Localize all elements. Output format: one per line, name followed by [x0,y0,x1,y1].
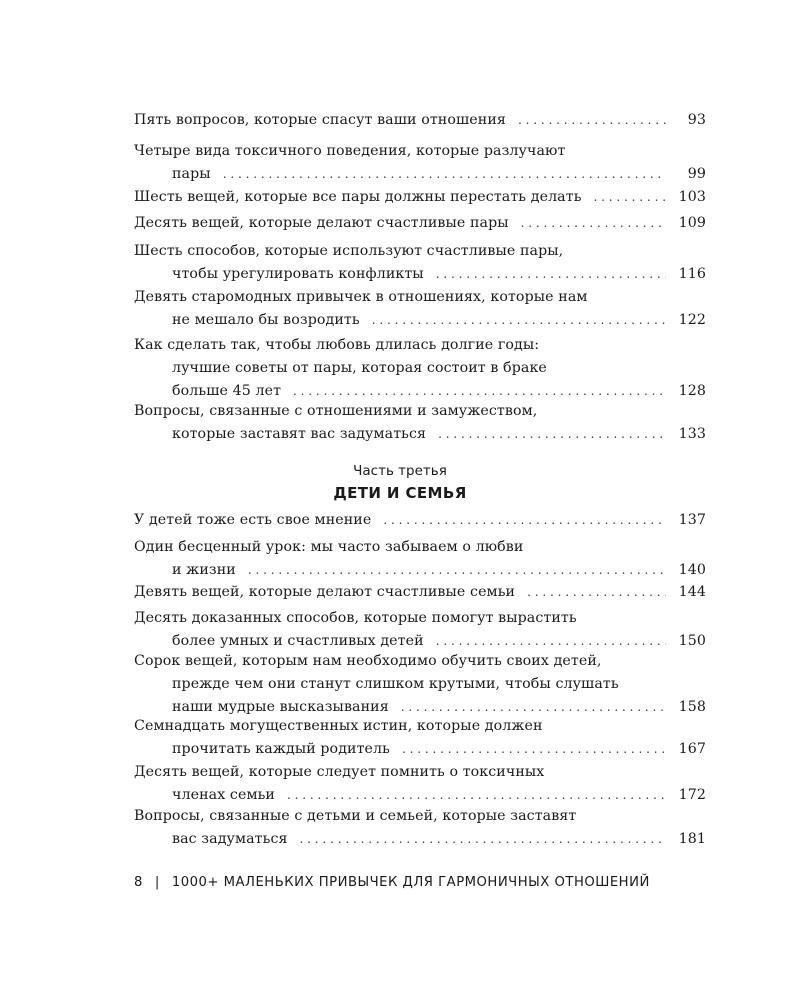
toc-entry-continuation [134,738,706,761]
page-footer [134,875,650,890]
toc-entry-continuation [134,423,706,446]
toc-entry-title: Вопросы, связанные с отношениями и замужеством, [134,403,538,419]
toc-entry-title: Один бесценный урок: мы часто забываем о любви [134,539,524,555]
toc-entry-line [134,805,706,828]
toc-entry-title: Как сделать так, чтобы любовь длилась долгие годы: [134,337,540,353]
toc-entry-title: Семнадцать могущественных истин, которые должен [134,718,543,734]
toc-entry-title: Девять старомодных привычек в отношениях, которые нам [134,289,588,305]
dot-leader [300,828,666,851]
toc-entry-line [134,240,706,263]
toc-entry-title: вас задуматься [172,831,288,847]
toc-entry-line [134,607,706,630]
toc-entry-title: наши мудрые высказывания [172,699,389,715]
toc-entry-line [134,140,706,163]
toc-entry-line [134,186,706,209]
dot-leader [436,263,666,286]
toc-page-number: 158 [678,699,706,715]
toc-entry-title: Вопросы, связанные с детьми и семьей, которые заставят [134,808,577,824]
toc-entry[interactable] [134,186,706,209]
toc-entry[interactable] [134,509,706,532]
toc-entry-continuation [134,263,706,286]
toc-entry-line [134,109,706,132]
toc-entry-title: Десять доказанных способов, которые помогут вырастить [134,610,577,626]
toc-page-number: 116 [678,266,706,282]
part-label: Часть третья [353,463,447,479]
toc-entry[interactable] [134,805,706,851]
toc-entry-title: У детей тоже есть свое мнение [134,512,372,528]
toc-page-number: 103 [678,189,706,205]
footer-separator: | [154,875,160,890]
toc-entry-continuation [134,559,706,582]
toc-entry-title: Сорок вещей, которым нам необходимо обучить своих детей, [134,653,602,669]
dot-leader [402,738,666,761]
toc-entry-title: Четыре вида токсичного поведения, которые разлучают [134,143,566,159]
dot-leader [438,423,666,446]
toc-entry-continuation [134,309,706,332]
toc-entry-title: Шесть способов, которые используют счастливые пары, [134,243,564,259]
footer-page-number: 8 [134,875,143,890]
toc-entry-continuation [134,784,706,807]
toc-page-number: 150 [678,633,706,649]
toc-entry-title: не мешало бы возродить [172,312,360,328]
toc-entry[interactable] [134,607,706,653]
toc-entry-line [134,536,706,559]
toc-entry-continuation [134,673,706,696]
dot-leader [383,509,666,532]
dot-leader [372,309,666,332]
dot-leader [287,784,666,807]
toc-entry-continuation [134,163,706,186]
toc-entry[interactable] [134,286,706,332]
toc-entry-continuation [134,828,706,851]
toc-entry-title: пары [172,166,211,182]
toc-entry-line [134,334,706,357]
toc-entry[interactable] [134,334,706,403]
toc-entry[interactable] [134,240,706,286]
toc-entry[interactable] [134,212,706,235]
toc-entry[interactable] [134,761,706,807]
dot-leader [594,186,666,209]
toc-entry-line [134,761,706,784]
toc-entry-line [134,509,706,532]
toc-entry-title: прочитать каждый родитель [172,741,390,757]
toc-entry[interactable] [134,400,706,446]
toc-entry-line [134,212,706,235]
toc-entry-title: Десять вещей, которые делают счастливые пары [134,215,509,231]
toc-entry-title: более умных и счастливых детей [172,633,424,649]
toc-entry-title: Десять вещей, которые следует помнить о токсичных [134,764,545,780]
dot-leader [521,212,666,235]
footer-book-title: 1000+ МАЛЕНЬКИХ ПРИВЫЧЕК ДЛЯ ГАРМОНИЧНЫХ ОТНОШЕНИЙ [171,875,650,890]
toc-entry-line [134,715,706,738]
toc-entry-line [134,650,706,673]
toc-entry-title: Пять вопросов, которые спасут ваши отношения [134,112,506,128]
toc-entry[interactable] [134,140,706,186]
toc-entry[interactable] [134,715,706,761]
dot-leader [518,109,666,132]
toc-entry[interactable] [134,109,706,132]
toc-entry[interactable] [134,536,706,582]
toc-page-number: 128 [678,383,706,399]
toc-page-number: 99 [687,166,706,182]
toc-page-number: 144 [678,584,706,600]
toc-entry-title: и жизни [172,562,236,578]
dot-leader [248,559,666,582]
toc-entry-title: членах семьи [172,787,275,803]
toc-page-number: 109 [678,215,706,231]
toc-entry-line [134,400,706,423]
toc-entry-title: чтобы урегулировать конфликты [172,266,424,282]
toc-entry-title: Шесть вещей, которые все пары должны перестать делать [134,189,582,205]
toc-page-number: 140 [678,562,706,578]
toc-entry-continuation [134,357,706,380]
dot-leader [223,163,666,186]
toc-page-number: 122 [678,312,706,328]
toc-page-number: 181 [678,831,706,847]
toc-entry[interactable] [134,650,706,719]
toc-page-number: 172 [678,787,706,803]
toc-entry-title: которые заставят вас задуматься [172,426,427,442]
dot-leader [527,581,666,604]
toc-entry-line [134,286,706,309]
toc-entry-title: лучшие советы от пары, которая состоит в браке [172,360,547,376]
toc-entry[interactable] [134,581,706,604]
toc-page-number: 93 [687,112,706,128]
toc-page-number: 167 [678,741,706,757]
toc-page-number: 133 [678,426,706,442]
toc-page-number: 137 [678,512,706,528]
toc-entry-title: Девять вещей, которые делают счастливые семьи [134,584,516,600]
toc-entry-line [134,581,706,604]
toc-entry-title: прежде чем они станут слишком крутыми, чтобы слушать [172,676,619,692]
part-title: ДЕТИ И СЕМЬЯ [333,484,467,502]
toc-entry-title: больше 45 лет [172,383,282,399]
